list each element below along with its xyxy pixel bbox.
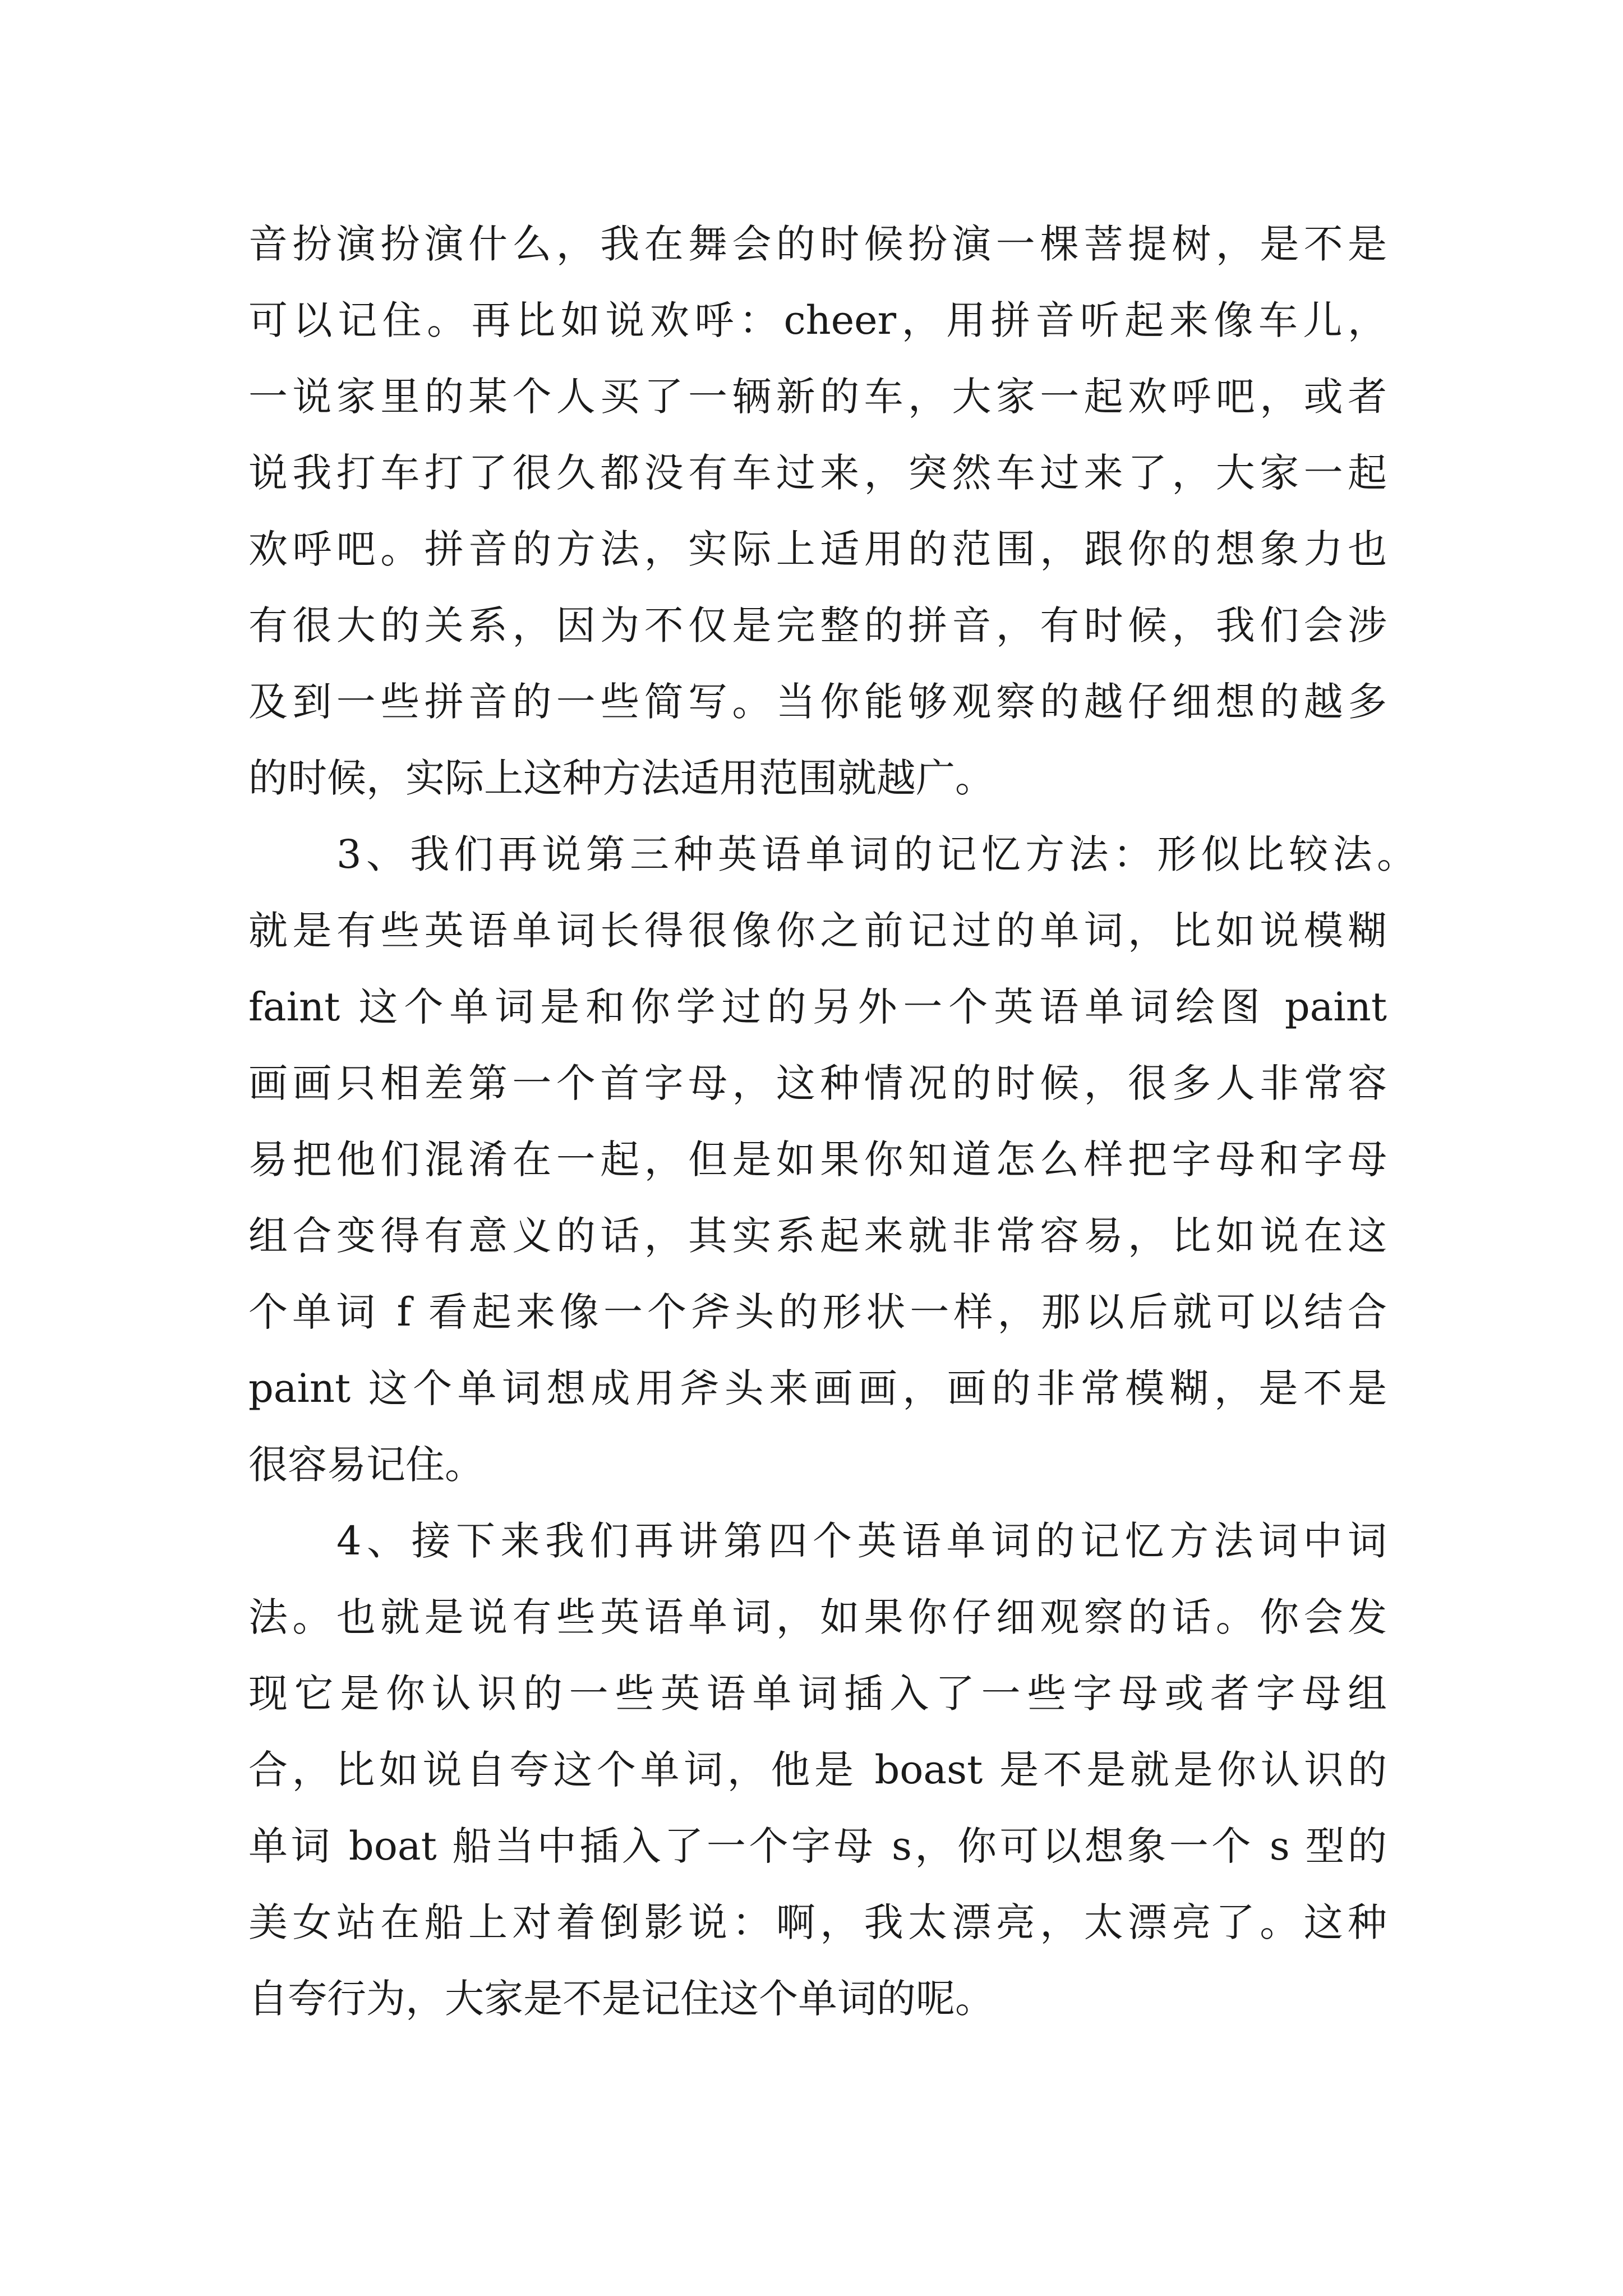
- text-line: 法。也就是说有些英语单词，如果你仔细观察的话。你会发: [248, 1594, 1387, 1640]
- text-line: 及到一些拼音的一些简写。当你能够观察的越仔细想的越多: [248, 679, 1387, 725]
- text-line: 很容易记住。: [248, 1442, 484, 1488]
- text-line: 就是有些英语单词长得很像你之前记过的单词，比如说模糊: [248, 908, 1387, 954]
- paragraph-4-first-line: 4、接下来我们再讲第四个英语单词的记忆方法词中词: [336, 1518, 1387, 1564]
- text-line: 自夸行为，大家是不是记住这个单词的呢。: [248, 1976, 994, 2022]
- text-line: 合，比如说自夸这个单词，他是 boast 是不是就是你认识的: [248, 1747, 1387, 1793]
- text-line: 单词 boat 船当中插入了一个字母 s，你可以想象一个 s 型的: [248, 1823, 1387, 1869]
- text-line: 的时候，实际上这种方法适用范围就越广。: [248, 755, 994, 801]
- text-line: 有很大的关系，因为不仅是完整的拼音，有时候，我们会涉: [248, 602, 1387, 648]
- text-line: 美女站在船上对着倒影说：啊，我太漂亮，太漂亮了。这种: [248, 1899, 1387, 1945]
- text-line: faint 这个单词是和你学过的另外一个英语单词绘图 paint: [248, 984, 1387, 1030]
- text-line: 可以记住。再比如说欢呼：cheer，用拼音听起来像车儿，: [248, 297, 1387, 343]
- text-line: 个单词 f 看起来像一个斧头的形状一样，那以后就可以结合: [248, 1289, 1387, 1335]
- text-line: 画画只相差第一个首字母，这种情况的时候，很多人非常容: [248, 1060, 1387, 1106]
- paragraph-3-first-line: 3、我们再说第三种英语单词的记忆方法：形似比较法。: [336, 831, 1416, 877]
- text-line: 组合变得有意义的话，其实系起来就非常容易，比如说在这: [248, 1213, 1387, 1259]
- text-line: 现它是你认识的一些英语单词插入了一些字母或者字母组: [248, 1671, 1387, 1717]
- text-line: 音扮演扮演什么，我在舞会的时候扮演一棵菩提树，是不是: [248, 221, 1387, 267]
- text-line: paint 这个单词想成用斧头来画画，画的非常模糊，是不是: [248, 1365, 1387, 1411]
- text-line: 一说家里的某个人买了一辆新的车，大家一起欢呼吧，或者: [248, 374, 1387, 420]
- text-line: 易把他们混淆在一起，但是如果你知道怎么样把字母和字母: [248, 1137, 1387, 1182]
- text-line: 说我打车打了很久都没有车过来，突然车过来了，大家一起: [248, 450, 1387, 496]
- text-line: 欢呼吧。拼音的方法，实际上适用的范围，跟你的想象力也: [248, 526, 1387, 572]
